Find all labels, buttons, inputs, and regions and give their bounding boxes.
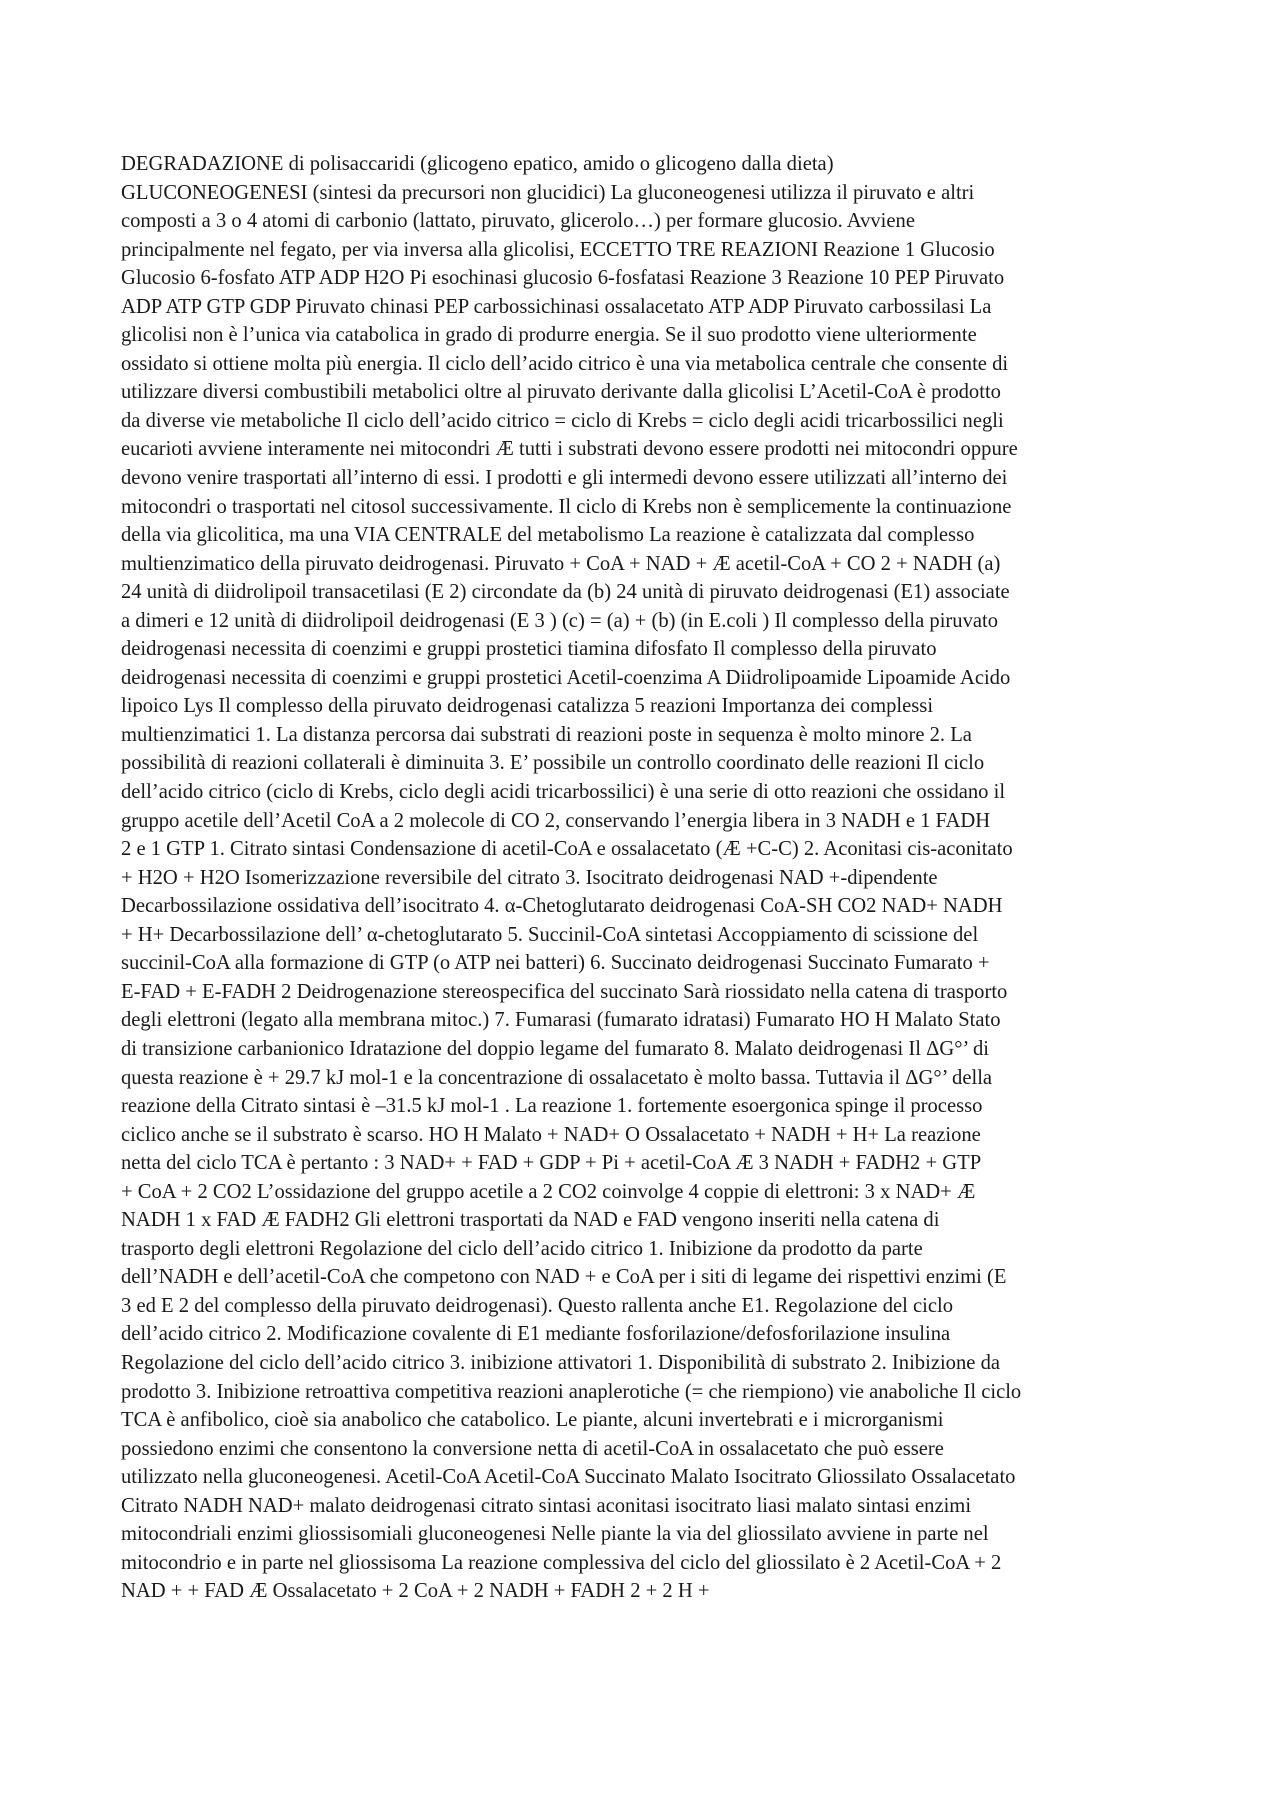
text-line: glicolisi non è l’unica via catabolica in grado di produrre energia. Se il suo prodotto viene ulteriormente <box>121 324 977 347</box>
text-line: prodotto 3. Inibizione retroattiva competitiva reazioni anaplerotiche (= che riempiono) vie anaboliche Il ciclo <box>121 1380 1022 1403</box>
text-line: Citrato NADH NAD+ malato deidrogenasi citrato sintasi aconitasi isocitrato liasi malato sintasi enzimi <box>121 1494 972 1517</box>
text-line: netta del ciclo TCA è pertanto : 3 NAD+ + FAD + GDP + Pi + acetil-CoA Æ 3 NADH + FADH2 + GTP <box>121 1152 982 1175</box>
text-line: NADH 1 x FAD Æ FADH2 Gli elettroni trasportati da NAD e FAD vengono inseriti nella catena di <box>121 1209 940 1232</box>
text-line: dell’NADH e dell’acetil-CoA che competono con NAD + e CoA per i siti di legame dei rispettivi enzimi (E <box>121 1266 1007 1289</box>
text-line: ciclico anche se il substrato è scarso. HO H Malato + NAD+ O Ossalacetato + NADH + H+ La reazione <box>121 1123 981 1146</box>
text-line: devono venire trasportati all’interno di essi. I prodotti e gli intermedi devono essere utilizzati all’interno dei <box>121 467 1008 490</box>
text-line: deidrogenasi necessita di coenzimi e gruppi prostetici Acetil-coenzima A Diidrolipoamide Lipoamide Acido <box>121 666 1011 689</box>
text-line: composti a 3 o 4 atomi di carbonio (lattato, piruvato, glicerolo…) per formare glucosio. Avviene <box>121 210 915 233</box>
text-line: Regolazione del ciclo dell’acido citrico 3. inibizione attivatori 1. Disponibilità di substrato 2. Inibizione da <box>121 1351 1001 1374</box>
text-line: degli elettroni (legato alla membrana mitoc.) 7. Fumarasi (fumarato idratasi) Fumarato HO H Malato Stato <box>121 1009 1001 1032</box>
text-line: da diverse vie metaboliche Il ciclo dell’acido citrico = ciclo di Krebs = ciclo degli acidi tricarbossilici negli <box>121 409 1004 432</box>
text-line: trasporto degli elettroni Regolazione del ciclo dell’acido citrico 1. Inibizione da prodotto da parte <box>121 1237 923 1260</box>
text-line: NAD + + FAD Æ Ossalacetato + 2 CoA + 2 NADH + FADH 2 + 2 H + <box>121 1580 710 1603</box>
text-line: utilizzare diversi combustibili metabolici oltre al piruvato derivante dalla glicolisi L’Acetil-CoA è prodotto <box>121 381 1001 404</box>
text-line: deidrogenasi necessita di coenzimi e gruppi prostetici tiamina difosfato Il complesso della piruvato <box>121 638 937 661</box>
text-line: lipoico Lys Il complesso della piruvato deidrogenasi catalizza 5 reazioni Importanza dei complessi <box>121 695 934 718</box>
text-line: possiedono enzimi che consentono la conversione netta di acetil-CoA in ossalacetato che può essere <box>121 1437 944 1460</box>
text-line: questa reazione è + 29.7 kJ mol-1 e la concentrazione di ossalacetato è molto bassa. Tuttavia il ΔG°’ della <box>121 1066 993 1089</box>
text-line: mitocondrio e in parte nel gliossisoma La reazione complessiva del ciclo del gliossilato è 2 Acetil-CoA + 2 <box>121 1551 1002 1574</box>
text-line: 2 e 1 GTP 1. Citrato sintasi Condensazione di acetil-CoA e ossalacetato (Æ +C-C) 2. Aconitasi cis-aconitato <box>121 838 1013 861</box>
text-line: ADP ATP GTP GDP Piruvato chinasi PEP carbossichinasi ossalacetato ATP ADP Piruvato carbossilasi La <box>121 295 992 318</box>
text-line: reazione della Citrato sintasi è –31.5 kJ mol-1 . La reazione 1. fortemente esoergonica spinge il processo <box>121 1095 983 1118</box>
text-line: multienzimatico della piruvato deidrogenasi. Piruvato + CoA + NAD + Æ acetil-CoA + CO 2 + NADH (a) <box>121 552 1001 575</box>
text-line: principalmente nel fegato, per via inversa alla glicolisi, ECCETTO TRE REAZIONI Reazione 1 Glucosio <box>121 238 995 261</box>
text-line: dell’acido citrico (ciclo di Krebs, ciclo degli acidi tricarbossilici) è una serie di otto reazioni che ossidano il <box>121 781 1006 804</box>
text-line: ossidato si ottiene molta più energia. Il ciclo dell’acido citrico è una via metabolica centrale che consente di <box>121 352 1009 375</box>
text-line: Glucosio 6-fosfato ATP ADP H2O Pi esochinasi glucosio 6-fosfatasi Reazione 3 Reazione 10 PEP Piruvato <box>121 267 1005 290</box>
text-line: dell’acido citrico 2. Modificazione covalente di E1 mediante fosforilazione/defosforilazione insulina <box>121 1323 951 1346</box>
text-line: 24 unità di diidrolipoil transacetilasi (E 2) circondate da (b) 24 unità di piruvato deidrogenasi (E1) associate <box>121 581 1010 604</box>
text-line: succinil-CoA alla formazione di GTP (o ATP nei batteri) 6. Succinato deidrogenasi Succinato Fumarato + <box>121 952 990 975</box>
text-line: TCA è anfibolico, cioè sia anabolico che catabolico. Le piante, alcuni invertebrati e i microrganismi <box>121 1409 944 1432</box>
text-line: utilizzato nella gluconeogenesi. Acetil-CoA Acetil-CoA Succinato Malato Isocitrato Gliossilato Ossalacetato <box>121 1466 1016 1489</box>
text-line: E-FAD + E-FADH 2 Deidrogenazione stereospecifica del succinato Sarà riossidato nella catena di trasporto <box>121 980 1008 1003</box>
text-line: gruppo acetile dell’Acetil CoA a 2 molecole di CO 2, conservando l’energia libera in 3 NADH e 1 FADH <box>121 809 991 832</box>
text-line: + H+ Decarbossilazione dell’ α-chetoglutarato 5. Succinil-CoA sintetasi Accoppiamento di scissione del <box>121 923 979 946</box>
text-line: GLUCONEOGENESI (sintesi da precursori non glucidici) La gluconeogenesi utilizza il piruvato e altri <box>121 181 975 204</box>
text-line: DEGRADAZIONE di polisaccaridi (glicogeno epatico, amido o glicogeno dalla dieta) <box>121 153 834 175</box>
text-line: a dimeri e 12 unità di diidrolipoil deidrogenasi (E 3 ) (c) = (a) + (b) (in E.coli ) Il complesso della piruvato <box>121 609 999 632</box>
text-line: multienzimatici 1. La distanza percorsa dai substrati di reazioni poste in sequenza è molto minore 2. La <box>121 723 972 746</box>
body-text <box>121 150 1171 1606</box>
text-line: + CoA + 2 CO2 L’ossidazione del gruppo acetile a 2 CO2 coinvolge 4 coppie di elettroni: 3 x NAD+ Æ <box>121 1180 976 1203</box>
text-line: della via glicolitica, ma una VIA CENTRALE del metabolismo La reazione è catalizzata dal complesso <box>121 524 975 547</box>
text-line: possibilità di reazioni collaterali è diminuita 3. E’ possibile un controllo coordinato delle reazioni Il ciclo <box>121 752 985 775</box>
text-line: mitocondri o trasportati nel citosol successivamente. Il ciclo di Krebs non è semplicemente la continuazione <box>121 495 1012 518</box>
text-line: eucarioti avviene interamente nei mitocondri Æ tutti i substrati devono essere prodotti nei mitocondri oppure <box>121 438 1018 461</box>
text-line: mitocondriali enzimi gliossisomiali gluconeogenesi Nelle piante la via del gliossilato avviene in parte nel <box>121 1523 989 1546</box>
text-line: + H2O + H2O Isomerizzazione reversibile del citrato 3. Isocitrato deidrogenasi NAD +-dipendente <box>121 866 938 889</box>
text-line: Decarbossilazione ossidativa dell’isocitrato 4. α-Chetoglutarato deidrogenasi CoA-SH CO2 NAD+ NADH <box>121 895 1003 918</box>
text-line: di transizione carbanionico Idratazione del doppio legame del fumarato 8. Malato deidrogenasi Il ΔG°’ di <box>121 1037 989 1060</box>
text-line: 3 ed E 2 del complesso della piruvato deidrogenasi). Questo rallenta anche E1. Regolazione del ciclo <box>121 1294 954 1317</box>
